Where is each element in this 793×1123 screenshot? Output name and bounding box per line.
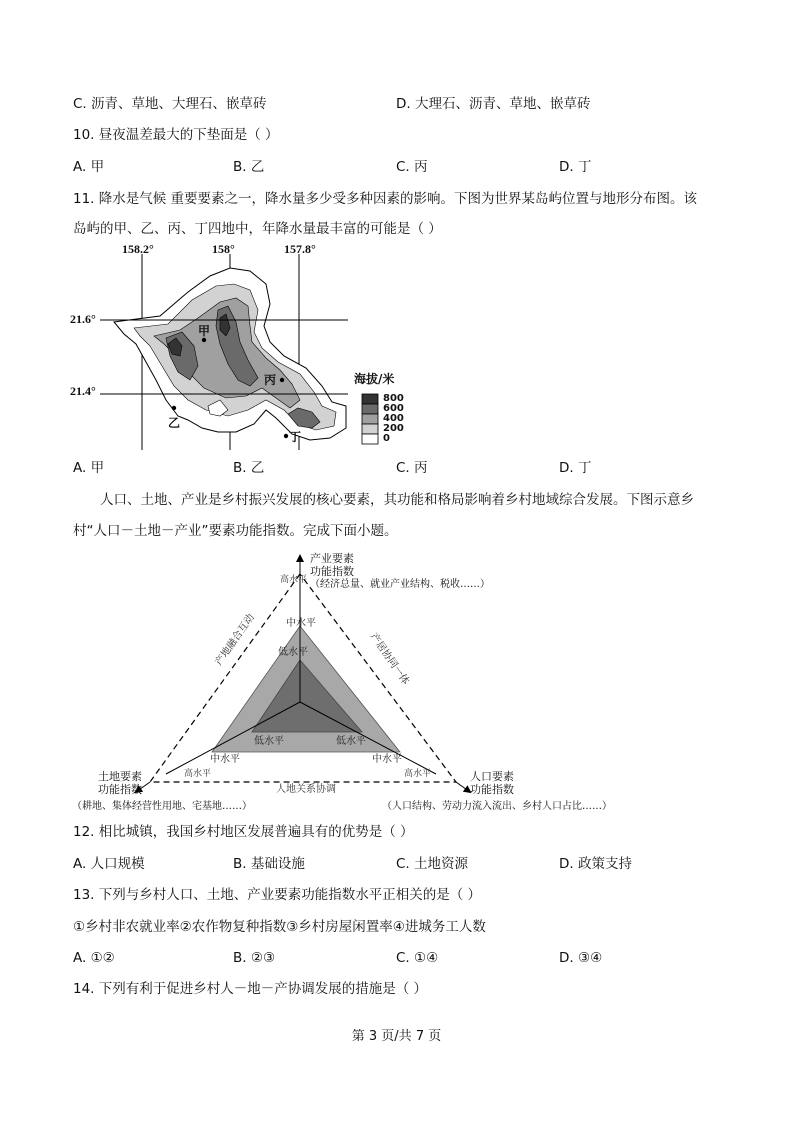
edge-label-left: 产地融合互动: [213, 612, 257, 668]
level-high-left: 高水平: [184, 769, 212, 779]
lat-label: 21.6°: [70, 312, 96, 326]
legend-swatch: [362, 434, 378, 444]
legend-swatch: [362, 394, 378, 404]
q11-stem-line2: 岛屿的甲、乙、丙、丁四地中，年降水量最丰富的可能是（ ）: [73, 221, 442, 237]
q11-option-b: B. 乙: [233, 460, 265, 476]
vertex-industry: [310, 552, 490, 591]
lat-label: 21.4°: [70, 384, 96, 398]
vertex-population: [470, 770, 514, 796]
legend-value: 0: [383, 433, 390, 444]
level-low-left: 低水平: [254, 736, 284, 747]
legend-swatch: [362, 424, 378, 434]
level-low-top: 低水平: [278, 647, 308, 658]
q10-option-c: C. 丙: [396, 159, 428, 175]
vertex-population-title2: 功能指数: [470, 783, 514, 796]
vertex-land-note: （耕地、集体经营性用地、宅基地……）: [72, 801, 252, 812]
q10-stem: 10. 昼夜温差最大的下垫面是（ ）: [73, 127, 279, 143]
q12-option-d: D. 政策支持: [559, 856, 632, 872]
level-high-top: 高水平: [280, 575, 308, 585]
level-mid-left: 中水平: [210, 754, 240, 765]
lon-label: 158°: [212, 242, 235, 256]
level-high-right: 高水平: [404, 769, 432, 779]
legend-value: 600: [383, 403, 404, 414]
place-dot-yi: [172, 406, 176, 410]
lon-label: 158.2°: [122, 242, 154, 256]
vertex-industry-title2: 功能指数: [310, 565, 354, 578]
vertex-population-note: （人口结构、劳动力流入流出、乡村人口占比……）: [382, 801, 612, 812]
q12-option-a: A. 人口规模: [73, 856, 145, 872]
place-label-yi: 乙: [168, 416, 181, 430]
q9-option-d: D. 大理石、沥青、草地、嵌草砖: [396, 96, 591, 112]
arrow-population: [456, 782, 470, 792]
legend-swatch: [362, 414, 378, 424]
vertex-industry-note: （经济总量、就业产业结构、税收……）: [310, 579, 490, 590]
vertex-land-title1: 土地要素: [98, 770, 142, 783]
q10-option-b: B. 乙: [233, 159, 265, 175]
edge-label-right: 产居协同一体: [367, 631, 411, 687]
q14-stem: 14. 下列有利于促进乡村人－地－产协调发展的措施是（ ）: [73, 981, 428, 997]
q10-option-d: D. 丁: [559, 159, 592, 175]
legend-swatch: [362, 404, 378, 414]
legend-value: 400: [383, 413, 404, 424]
vertex-industry-title1: 产业要素: [310, 552, 354, 565]
q11-option-d: D. 丁: [559, 460, 592, 476]
vertex-land: [98, 770, 142, 796]
q10-option-a: A. 甲: [73, 159, 105, 175]
q9-option-c: C. 沥青、草地、大理石、嵌草砖: [73, 96, 267, 112]
q11-option-c: C. 丙: [396, 460, 428, 476]
passage-line1: 人口、土地、产业是乡村振兴发展的核心要素，其功能和格局影响着乡村地域综合发展。下图示意乡: [100, 492, 694, 508]
level-low-right: 低水平: [336, 736, 366, 747]
q11-option-a: A. 甲: [73, 460, 105, 476]
lon-label: 157.8°: [284, 242, 316, 256]
place-label-jia: 甲: [198, 324, 211, 338]
legend-title: 海拔/米: [354, 372, 395, 386]
q11-stem-line1: 11. 降水是气候 重要要素之一，降水量多少受多种因素的影响。下图为世界某岛屿位置与地形分布图。该: [73, 191, 698, 207]
q13-option-c: C. ①④: [396, 950, 439, 966]
q12-option-b: B. 基础设施: [233, 856, 305, 872]
legend-value: 200: [383, 423, 404, 434]
level-mid-top: 中水平: [286, 618, 316, 629]
q12-option-c: C. 土地资源: [396, 856, 469, 872]
q13-option-b: B. ②③: [233, 950, 276, 966]
place-dot-ding: [284, 434, 288, 438]
edge-label-bottom: 人地关系协调: [276, 784, 336, 795]
place-label-ding: 丁: [289, 430, 302, 444]
passage-line2: 村“人口－土地－产业”要素功能指数。完成下面小题。: [73, 523, 398, 539]
q13-items: ①乡村非农就业率②农作物复种指数③乡村房屋闲置率④进城务工人数: [73, 919, 486, 935]
legend-value: 800: [383, 393, 404, 404]
legend-values: [383, 394, 404, 444]
level-mid-right: 中水平: [372, 754, 402, 765]
vertex-population-title1: 人口要素: [470, 770, 514, 783]
q12-stem: 12. 相比城镇，我国乡村地区发展普遍具有的优势是（ ）: [73, 824, 414, 840]
q13-option-d: D. ③④: [559, 950, 603, 966]
q13-option-a: A. ①②: [73, 950, 115, 966]
vertex-land-title2: 功能指数: [98, 783, 142, 796]
place-label-bing: 丙: [264, 373, 277, 387]
page-footer: 第 3 页/共 7 页: [351, 1029, 442, 1044]
place-dot-bing: [280, 378, 284, 382]
q13-stem: 13. 下列与乡村人口、土地、产业要素功能指数水平正相关的是（ ）: [73, 887, 482, 903]
